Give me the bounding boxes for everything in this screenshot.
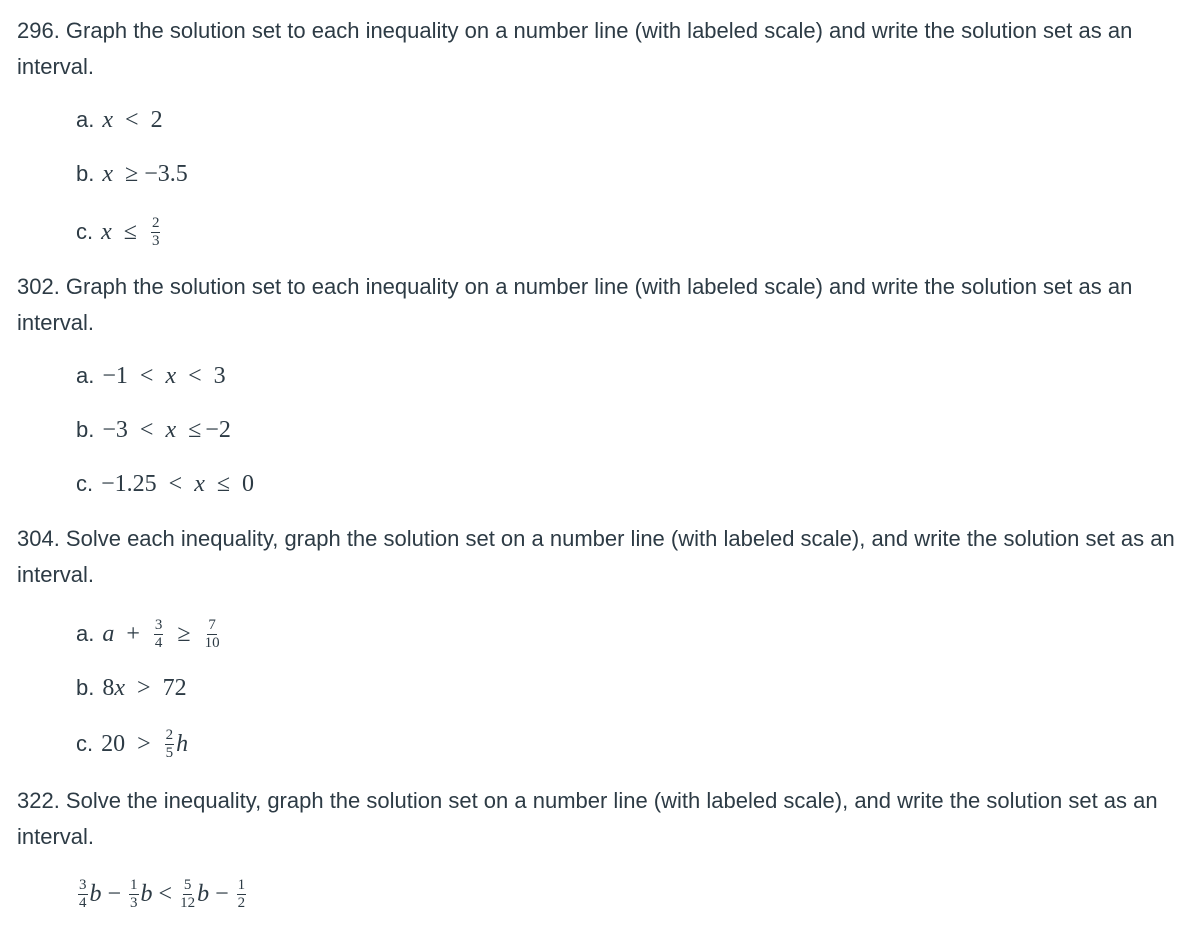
- fraction: [205, 618, 220, 651]
- variable: x: [165, 416, 177, 443]
- problem-296-text: 296. Graph the solution set to each inequality on a number line (with labeled scale) and write the solution set as an interval.: [17, 18, 1133, 79]
- fraction: [78, 878, 88, 911]
- variable: h: [176, 730, 189, 757]
- item-label: b.: [76, 675, 95, 700]
- operator-1: <: [139, 362, 154, 389]
- fraction-denominator: 12: [180, 894, 196, 911]
- item-label: c.: [76, 471, 94, 496]
- fraction-numerator: 7: [208, 616, 216, 633]
- rhs-value: 72: [162, 674, 187, 701]
- problem-302-item-c: [76, 464, 254, 504]
- left-value: −1: [102, 362, 128, 389]
- operator: ≤: [123, 218, 137, 245]
- left-value: −3: [102, 416, 128, 443]
- variable: a: [102, 620, 115, 647]
- fraction-denominator: 3: [130, 894, 138, 911]
- variable: x: [114, 674, 126, 701]
- variable: b: [89, 880, 102, 907]
- item-label: a.: [76, 363, 95, 388]
- fraction: [165, 728, 175, 761]
- fraction-denominator: 10: [204, 634, 220, 651]
- coefficient: 8: [102, 674, 115, 701]
- fraction-numerator: 3: [154, 616, 163, 633]
- right-value: −2: [205, 416, 231, 443]
- problem-304-text: 304. Solve each inequality, graph the solution set on a number line (with labeled scale), and write the solution set as an interval.: [17, 526, 1175, 587]
- left-value: −1.25: [101, 470, 157, 497]
- lhs-value: 20: [101, 730, 126, 757]
- operator-2: ≤: [216, 470, 231, 497]
- fraction-denominator: 3: [151, 232, 160, 249]
- problem-302-item-b: [76, 410, 231, 450]
- fraction-denominator: 5: [165, 744, 174, 761]
- variable: b: [197, 880, 210, 907]
- minus-operator: −: [215, 880, 229, 907]
- operator: <: [125, 106, 139, 133]
- operator-1: <: [168, 470, 183, 497]
- right-value: 3: [213, 362, 226, 389]
- fraction: [151, 216, 161, 249]
- fraction: [237, 878, 247, 911]
- operator: ≥: [125, 160, 139, 187]
- operator: >: [137, 674, 151, 701]
- rhs-value: −3.5: [144, 160, 188, 187]
- less-than-operator: <: [158, 880, 173, 907]
- operator: ≥: [177, 620, 191, 647]
- item-label: c.: [76, 731, 94, 756]
- variable: x: [102, 160, 114, 187]
- variable: x: [102, 106, 114, 133]
- fraction-numerator: 2: [165, 726, 174, 743]
- fraction: [180, 878, 195, 911]
- variable: b: [140, 880, 153, 907]
- problem-296-item-c: [76, 212, 162, 252]
- problem-304-item-c: [76, 724, 188, 764]
- problem-296-item-a: [76, 100, 163, 140]
- problem-304-item-a: [76, 614, 222, 654]
- minus-operator: −: [107, 880, 122, 907]
- item-label: a.: [76, 621, 95, 646]
- item-label: c.: [76, 219, 94, 244]
- problem-296-item-b: [76, 154, 188, 194]
- fraction-numerator: 3: [79, 876, 87, 893]
- operator: >: [137, 730, 151, 757]
- item-label: b.: [76, 161, 95, 186]
- problem-302-text: 302. Graph the solution set to each inequality on a number line (with labeled scale) and write the solution set as an interval.: [17, 274, 1133, 335]
- fraction-numerator: 5: [183, 876, 192, 893]
- problem-304-item-b: [76, 668, 187, 708]
- fraction-numerator: 1: [237, 876, 246, 893]
- fraction-numerator: 2: [151, 214, 160, 231]
- variable: x: [165, 362, 177, 389]
- fraction: [129, 878, 139, 911]
- problem-322-expression: [76, 874, 248, 914]
- rhs-value: 2: [150, 106, 163, 133]
- fraction: [154, 618, 164, 651]
- item-label: a.: [76, 107, 95, 132]
- right-value: 0: [242, 470, 255, 497]
- operator-1: <: [139, 416, 154, 443]
- item-label: b.: [76, 417, 95, 442]
- variable: x: [101, 218, 112, 245]
- problem-302-item-a: [76, 356, 226, 396]
- operator-2: <: [188, 362, 202, 389]
- fraction-denominator: 4: [79, 894, 87, 911]
- operator-2: ≤: [188, 416, 202, 443]
- variable: x: [194, 470, 205, 497]
- plus-operator: +: [126, 620, 140, 647]
- fraction-denominator: 2: [237, 894, 246, 911]
- problem-322-text: 322. Solve the inequality, graph the solution set on a number line (with labeled scale), and write the solution set as an interval.: [17, 788, 1158, 849]
- fraction-denominator: 4: [154, 634, 163, 651]
- fraction-numerator: 1: [130, 876, 138, 893]
